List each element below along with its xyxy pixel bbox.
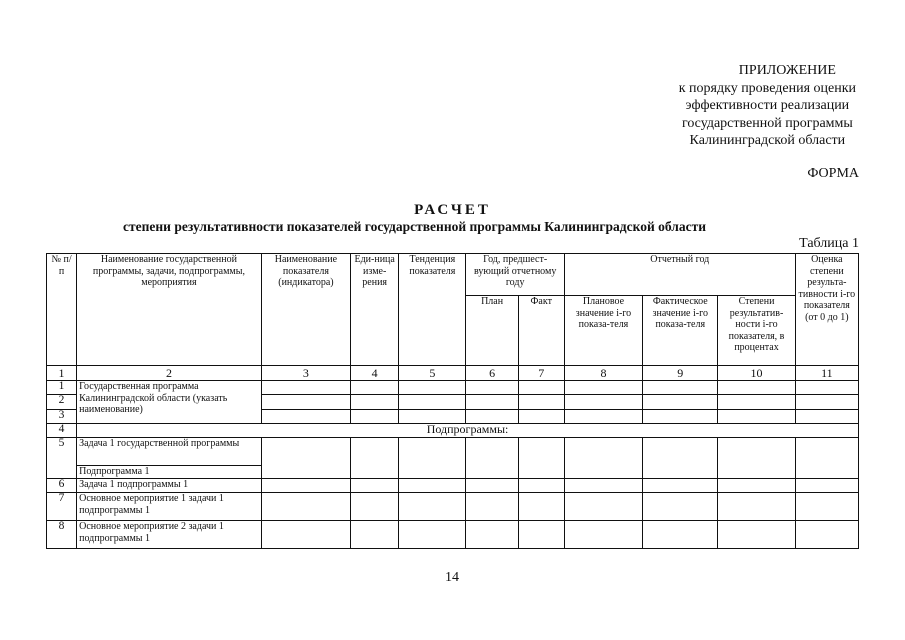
table-cell — [643, 395, 718, 410]
appendix-line: к порядку проведения оценки — [678, 80, 856, 96]
col-number: 2 — [77, 366, 262, 381]
table-cell — [718, 410, 795, 424]
row-number: 7 — [47, 493, 77, 521]
appendix-line: Калининградской области — [689, 133, 846, 148]
table-cell — [261, 410, 350, 424]
table-cell — [518, 395, 564, 410]
table-cell — [351, 395, 399, 410]
header-degree: Степени результатив-ности i-го показателя, в процентах — [718, 296, 795, 366]
table-cell — [643, 381, 718, 395]
table-cell — [261, 438, 350, 479]
appendix-line: эффективности реализации — [685, 98, 850, 113]
table-cell — [399, 381, 466, 395]
table-cell — [795, 395, 858, 410]
col-number: 4 — [351, 366, 399, 381]
calculation-table — [46, 253, 859, 549]
table-cell — [351, 381, 399, 395]
row-number: 8 — [47, 521, 77, 549]
table-cell — [718, 479, 795, 493]
header-prev-year: Год, предшест-вующий отчетному году — [466, 254, 564, 296]
table-cell — [643, 479, 718, 493]
table-cell — [564, 438, 642, 479]
row-number: 2 — [47, 395, 77, 410]
table-cell — [518, 438, 564, 479]
col-number: 5 — [399, 366, 466, 381]
table-cell — [399, 438, 466, 479]
col-number: 6 — [466, 366, 518, 381]
header-plan: План — [466, 296, 518, 366]
row-number: 6 — [47, 479, 77, 493]
table-cell — [718, 521, 795, 549]
table-cell — [795, 410, 858, 424]
table-cell — [466, 493, 518, 521]
table-cell — [718, 395, 795, 410]
table-cell — [795, 521, 858, 549]
table-cell — [351, 438, 399, 479]
table-cell — [518, 410, 564, 424]
measure1-cell: Основное мероприятие 1 задачи 1 подпрограммы 1 — [77, 493, 262, 521]
table-cell — [518, 521, 564, 549]
task1-state-cell: Задача 1 государственной программы — [77, 438, 262, 466]
table-cell — [643, 493, 718, 521]
table-cell — [718, 381, 795, 395]
document-subtitle: степени результативности показателей государственной программы Калининградской области — [123, 219, 707, 234]
table-cell — [795, 381, 858, 395]
table-cell — [564, 395, 642, 410]
table-cell — [466, 479, 518, 493]
table-cell — [351, 521, 399, 549]
table-cell — [399, 479, 466, 493]
table-cell — [643, 521, 718, 549]
table-cell — [466, 381, 518, 395]
header-indicator: Наименование показателя (индикатора) — [261, 254, 350, 366]
row-number: 4 — [47, 424, 77, 438]
appendix-title: ПРИЛОЖЕНИЕ — [738, 63, 836, 78]
table-cell — [466, 521, 518, 549]
col-number: 7 — [518, 366, 564, 381]
table-cell — [261, 479, 350, 493]
table-cell — [351, 493, 399, 521]
col-number: 1 — [47, 366, 77, 381]
measure2-cell: Основное мероприятие 2 задачи 1 подпрограммы 1 — [77, 521, 262, 549]
state-program-cell: Государственная программа Калининградской области (указать наименование) — [77, 381, 262, 424]
row-number: 5 — [47, 438, 77, 479]
page-number: 14 — [445, 570, 459, 585]
table-cell — [518, 479, 564, 493]
table-cell — [351, 479, 399, 493]
table-cell — [261, 493, 350, 521]
table-cell — [261, 521, 350, 549]
header-planned-value: Плановое значение i-го показа-теля — [564, 296, 642, 366]
table-label: Таблица 1 — [799, 236, 859, 251]
table-cell — [564, 381, 642, 395]
col-number: 8 — [564, 366, 642, 381]
task1-sub-cell: Задача 1 подпрограммы 1 — [77, 479, 262, 493]
table-cell — [399, 493, 466, 521]
row-number: 1 — [47, 381, 77, 395]
col-number: 10 — [718, 366, 795, 381]
header-unit: Еди-ница изме-рения — [351, 254, 399, 366]
table-cell — [466, 395, 518, 410]
table-cell — [643, 410, 718, 424]
header-assessment: Оценка степени результа-тивности i-го показателя (от 0 до 1) — [795, 254, 858, 366]
table-cell — [564, 521, 642, 549]
subprogram1-cell: Подпрограмма 1 — [77, 466, 262, 479]
table-cell — [564, 479, 642, 493]
header-actual-value: Фактическое значение i-го показа-теля — [643, 296, 718, 366]
form-label: ФОРМА — [807, 166, 859, 181]
appendix-block — [679, 62, 856, 150]
table-cell — [466, 410, 518, 424]
table-cell — [795, 493, 858, 521]
table-cell — [399, 410, 466, 424]
header-num: № п/п — [47, 254, 77, 366]
table-cell — [564, 410, 642, 424]
table-cell — [718, 493, 795, 521]
table-cell — [795, 438, 858, 479]
table-cell — [718, 438, 795, 479]
table-cell — [399, 521, 466, 549]
col-number: 11 — [795, 366, 858, 381]
header-fact: Факт — [518, 296, 564, 366]
header-report-year: Отчетный год — [564, 254, 795, 296]
table-cell — [518, 493, 564, 521]
header-name: Наименование государственной программы, задачи, подпрограммы, мероприятия — [77, 254, 262, 366]
header-trend: Тенденция показателя — [399, 254, 466, 366]
table-cell — [351, 410, 399, 424]
document-title: РАСЧЕТ — [414, 202, 491, 218]
table-cell — [466, 438, 518, 479]
table-cell — [643, 438, 718, 479]
table-cell — [518, 381, 564, 395]
table-cell — [399, 395, 466, 410]
table-cell — [564, 493, 642, 521]
subprograms-heading: Подпрограммы: — [77, 424, 859, 438]
col-number: 3 — [261, 366, 350, 381]
col-number: 9 — [643, 366, 718, 381]
table-cell — [261, 381, 350, 395]
table-cell — [261, 395, 350, 410]
table-cell — [795, 479, 858, 493]
appendix-line: государственной программы — [681, 115, 853, 131]
row-number: 3 — [47, 410, 77, 424]
